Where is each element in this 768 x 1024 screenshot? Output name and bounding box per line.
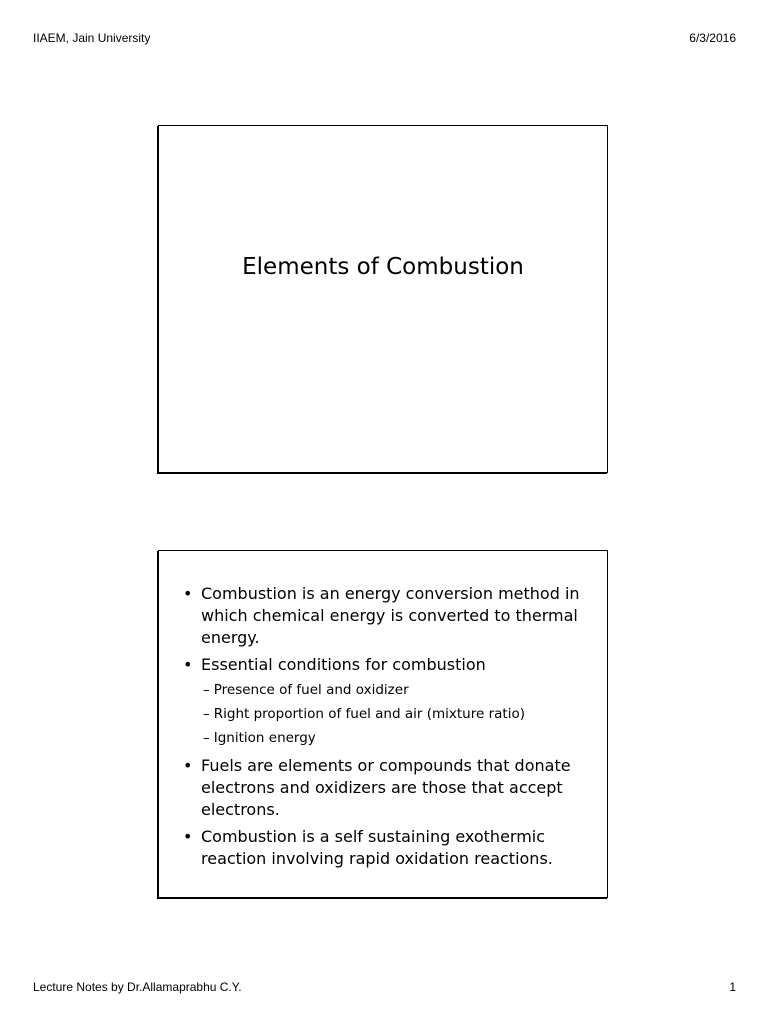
bullet-mark: • xyxy=(183,756,193,775)
bullet-mark: • xyxy=(183,584,193,603)
sub-bullet-item-2 xyxy=(201,702,587,726)
bullet-item-2 xyxy=(183,654,587,750)
dash-mark: – xyxy=(203,730,210,746)
header-institution: IIAEM, Jain University xyxy=(33,31,151,45)
footer-author: Lecture Notes by Dr.Allamaprabhu C.Y. xyxy=(33,980,242,994)
sub-bullet-list xyxy=(201,678,587,750)
bullet-text: Fuels are elements or compounds that donate electrons and oxidizers are those that accept electrons. xyxy=(201,756,571,819)
bullet-mark: • xyxy=(183,655,193,674)
bullet-item-4 xyxy=(183,826,587,870)
sub-bullet-text: Ignition energy xyxy=(213,730,316,746)
slide-1 xyxy=(158,125,608,473)
slide-2 xyxy=(158,550,608,898)
sub-bullet-text: Presence of fuel and oxidizer xyxy=(213,682,409,698)
header-date: 6/3/2016 xyxy=(689,31,736,45)
bullet-list xyxy=(183,583,587,875)
bullet-item-3 xyxy=(183,755,587,821)
sub-bullet-item-3 xyxy=(201,726,587,750)
bullet-text: Combustion is an energy conversion method in which chemical energy is converted to thermal energy. xyxy=(201,584,580,647)
sub-bullet-text: Right proportion of fuel and air (mixture ratio) xyxy=(213,706,525,722)
dash-mark: – xyxy=(203,706,210,722)
bullet-item-1 xyxy=(183,583,587,649)
bullet-text: Essential conditions for combustion xyxy=(201,655,486,674)
page-number: 1 xyxy=(729,980,736,994)
bullet-mark: • xyxy=(183,827,193,846)
dash-mark: – xyxy=(203,682,210,698)
bullet-text: Combustion is a self sustaining exothermic reaction involving rapid oxidation reactions. xyxy=(201,827,553,868)
slide-title: Elements of Combustion xyxy=(242,254,524,280)
sub-bullet-item-1 xyxy=(201,678,587,702)
